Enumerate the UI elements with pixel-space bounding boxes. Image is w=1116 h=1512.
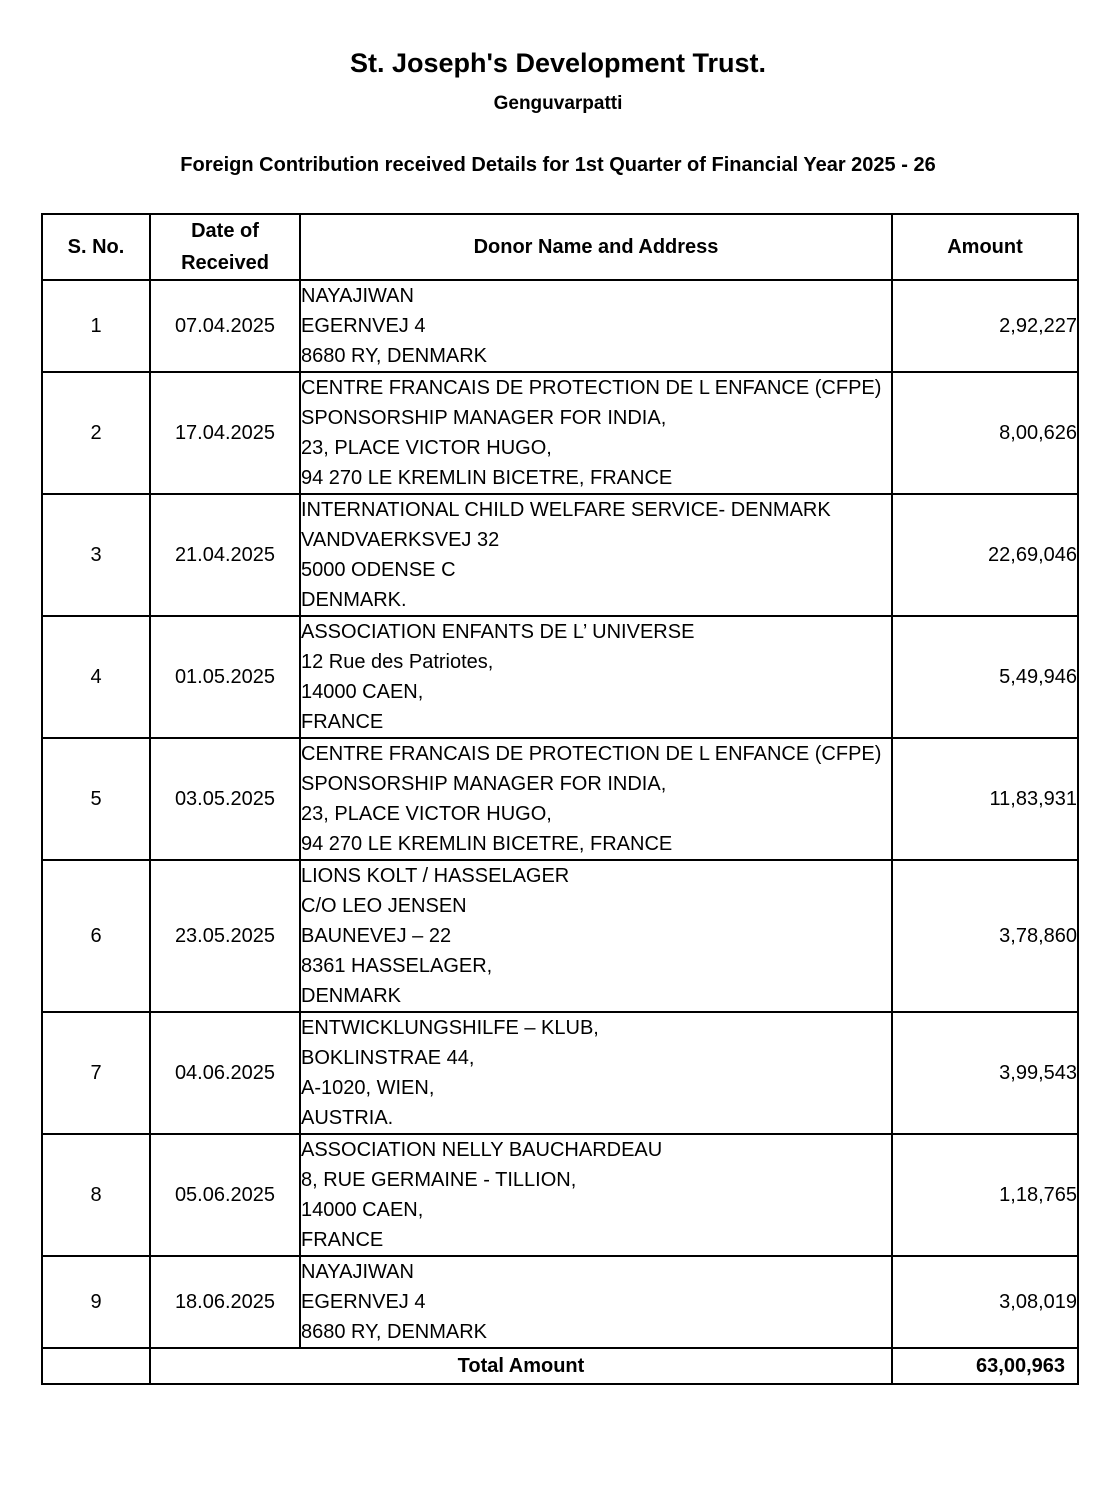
row-donor (300, 738, 892, 860)
donor-address-line: 94 270 LE KREMLIN BICETRE, FRANCE (301, 467, 673, 489)
row-sno: 4 (42, 616, 150, 738)
donor-address-line: 8680 RY, DENMARK (301, 1321, 488, 1343)
row-date: 18.06.2025 (150, 1256, 300, 1348)
donor-address-line: AUSTRIA. (301, 1107, 394, 1129)
total-label: Total Amount (150, 1348, 892, 1384)
donor-address-line: DENMARK (301, 985, 402, 1007)
row-donor (300, 616, 892, 738)
row-amount: 1,18,765 (892, 1134, 1078, 1256)
row-amount: 3,08,019 (892, 1256, 1078, 1348)
row-date: 01.05.2025 (150, 616, 300, 738)
row-amount: 11,83,931 (892, 738, 1078, 860)
row-date: 23.05.2025 (150, 860, 300, 1012)
column-header-date (150, 214, 300, 280)
organization-name: St. Joseph's Development Trust. (349, 48, 767, 78)
row-sno: 1 (42, 280, 150, 372)
donor-address-line: BAUNEVEJ – 22 (301, 925, 452, 947)
row-date: 04.06.2025 (150, 1012, 300, 1134)
row-sno: 3 (42, 494, 150, 616)
donor-address-line: FRANCE (301, 711, 384, 733)
table-row (42, 1012, 1078, 1134)
row-donor (300, 280, 892, 372)
donor-address-line: 5000 ODENSE C (301, 559, 456, 581)
row-date: 05.06.2025 (150, 1134, 300, 1256)
table-row (42, 616, 1078, 738)
donor-address-line: LIONS KOLT / HASSELAGER (301, 865, 570, 887)
table-body (42, 280, 1078, 1348)
donor-address-line: 8, RUE GERMAINE - TILLION, (301, 1169, 577, 1191)
donor-address-line: A-1020, WIEN, (301, 1077, 435, 1099)
row-date: 17.04.2025 (150, 372, 300, 494)
donor-address-line: FRANCE (301, 1229, 384, 1251)
row-amount: 3,78,860 (892, 860, 1078, 1012)
donor-address-line: 14000 CAEN, (301, 1199, 424, 1221)
table-row (42, 372, 1078, 494)
donor-address-line: 23, PLACE VICTOR HUGO, (301, 803, 552, 825)
donor-address-line: NAYAJIWAN (301, 285, 414, 307)
total-row (42, 1348, 1078, 1384)
column-header-amount: Amount (892, 214, 1078, 280)
row-sno: 6 (42, 860, 150, 1012)
table-row (42, 738, 1078, 860)
donor-address-line: ENTWICKLUNGSHILFE – KLUB, (301, 1017, 599, 1039)
column-header-date-line2: Received (181, 252, 269, 274)
donor-address-line: EGERNVEJ 4 (301, 1291, 426, 1313)
row-sno: 9 (42, 1256, 150, 1348)
row-donor (300, 1134, 892, 1256)
donor-address-line: 12 Rue des Patriotes, (301, 651, 494, 673)
donor-address-line: CENTRE FRANCAIS DE PROTECTION DE L ENFANCE (CFPE) (301, 743, 882, 765)
donor-address-line: SPONSORSHIP MANAGER FOR INDIA, (301, 407, 667, 429)
column-header-sno: S. No. (42, 214, 150, 280)
table-row (42, 1256, 1078, 1348)
donor-address-line: CENTRE FRANCAIS DE PROTECTION DE L ENFANCE (CFPE) (301, 377, 882, 399)
row-amount: 3,99,543 (892, 1012, 1078, 1134)
row-donor (300, 1256, 892, 1348)
row-sno: 8 (42, 1134, 150, 1256)
donor-address-line: DENMARK. (301, 589, 407, 611)
donor-address-line: 8680 RY, DENMARK (301, 345, 488, 367)
row-amount: 2,92,227 (892, 280, 1078, 372)
donor-address-line: 8361 HASSELAGER, (301, 955, 493, 977)
row-date: 07.04.2025 (150, 280, 300, 372)
donor-address-line: ASSOCIATION NELLY BAUCHARDEAU (301, 1139, 663, 1161)
donor-address-line: NAYAJIWAN (301, 1261, 414, 1283)
row-date: 03.05.2025 (150, 738, 300, 860)
donor-address-line: 14000 CAEN, (301, 681, 424, 703)
donor-address-line: 94 270 LE KREMLIN BICETRE, FRANCE (301, 833, 673, 855)
donor-address-line: SPONSORSHIP MANAGER FOR INDIA, (301, 773, 667, 795)
donor-address-line: 23, PLACE VICTOR HUGO, (301, 437, 552, 459)
report-title: Foreign Contribution received Details for 1st Quarter of Financial Year 2025 - 26 (180, 154, 936, 176)
row-donor (300, 1012, 892, 1134)
row-amount: 5,49,946 (892, 616, 1078, 738)
donor-address-line: EGERNVEJ 4 (301, 315, 426, 337)
row-amount: 8,00,626 (892, 372, 1078, 494)
row-donor (300, 494, 892, 616)
table-row (42, 280, 1078, 372)
donor-address-line: BOKLINSTRAE 44, (301, 1047, 475, 1069)
table-row (42, 494, 1078, 616)
contribution-table (41, 213, 1079, 1385)
row-date: 21.04.2025 (150, 494, 300, 616)
column-header-date-line1: Date of (191, 220, 259, 242)
total-empty-cell (42, 1348, 150, 1384)
donor-address-line: C/O LEO JENSEN (301, 895, 467, 917)
donor-address-line: INTERNATIONAL CHILD WELFARE SERVICE- DENMARK (301, 499, 831, 521)
donor-address-line: ASSOCIATION ENFANTS DE L’ UNIVERSE (301, 621, 695, 643)
row-donor (300, 372, 892, 494)
row-amount: 22,69,046 (892, 494, 1078, 616)
row-sno: 5 (42, 738, 150, 860)
row-donor (300, 860, 892, 1012)
column-header-donor: Donor Name and Address (300, 214, 892, 280)
organization-place: Genguvarpatti (493, 93, 623, 114)
row-sno: 2 (42, 372, 150, 494)
total-amount: 63,00,963 (892, 1348, 1078, 1384)
table-row (42, 1134, 1078, 1256)
row-sno: 7 (42, 1012, 150, 1134)
donor-address-line: VANDVAERKSVEJ 32 (301, 529, 500, 551)
table-row (42, 860, 1078, 1012)
table-header-row (42, 214, 1078, 280)
